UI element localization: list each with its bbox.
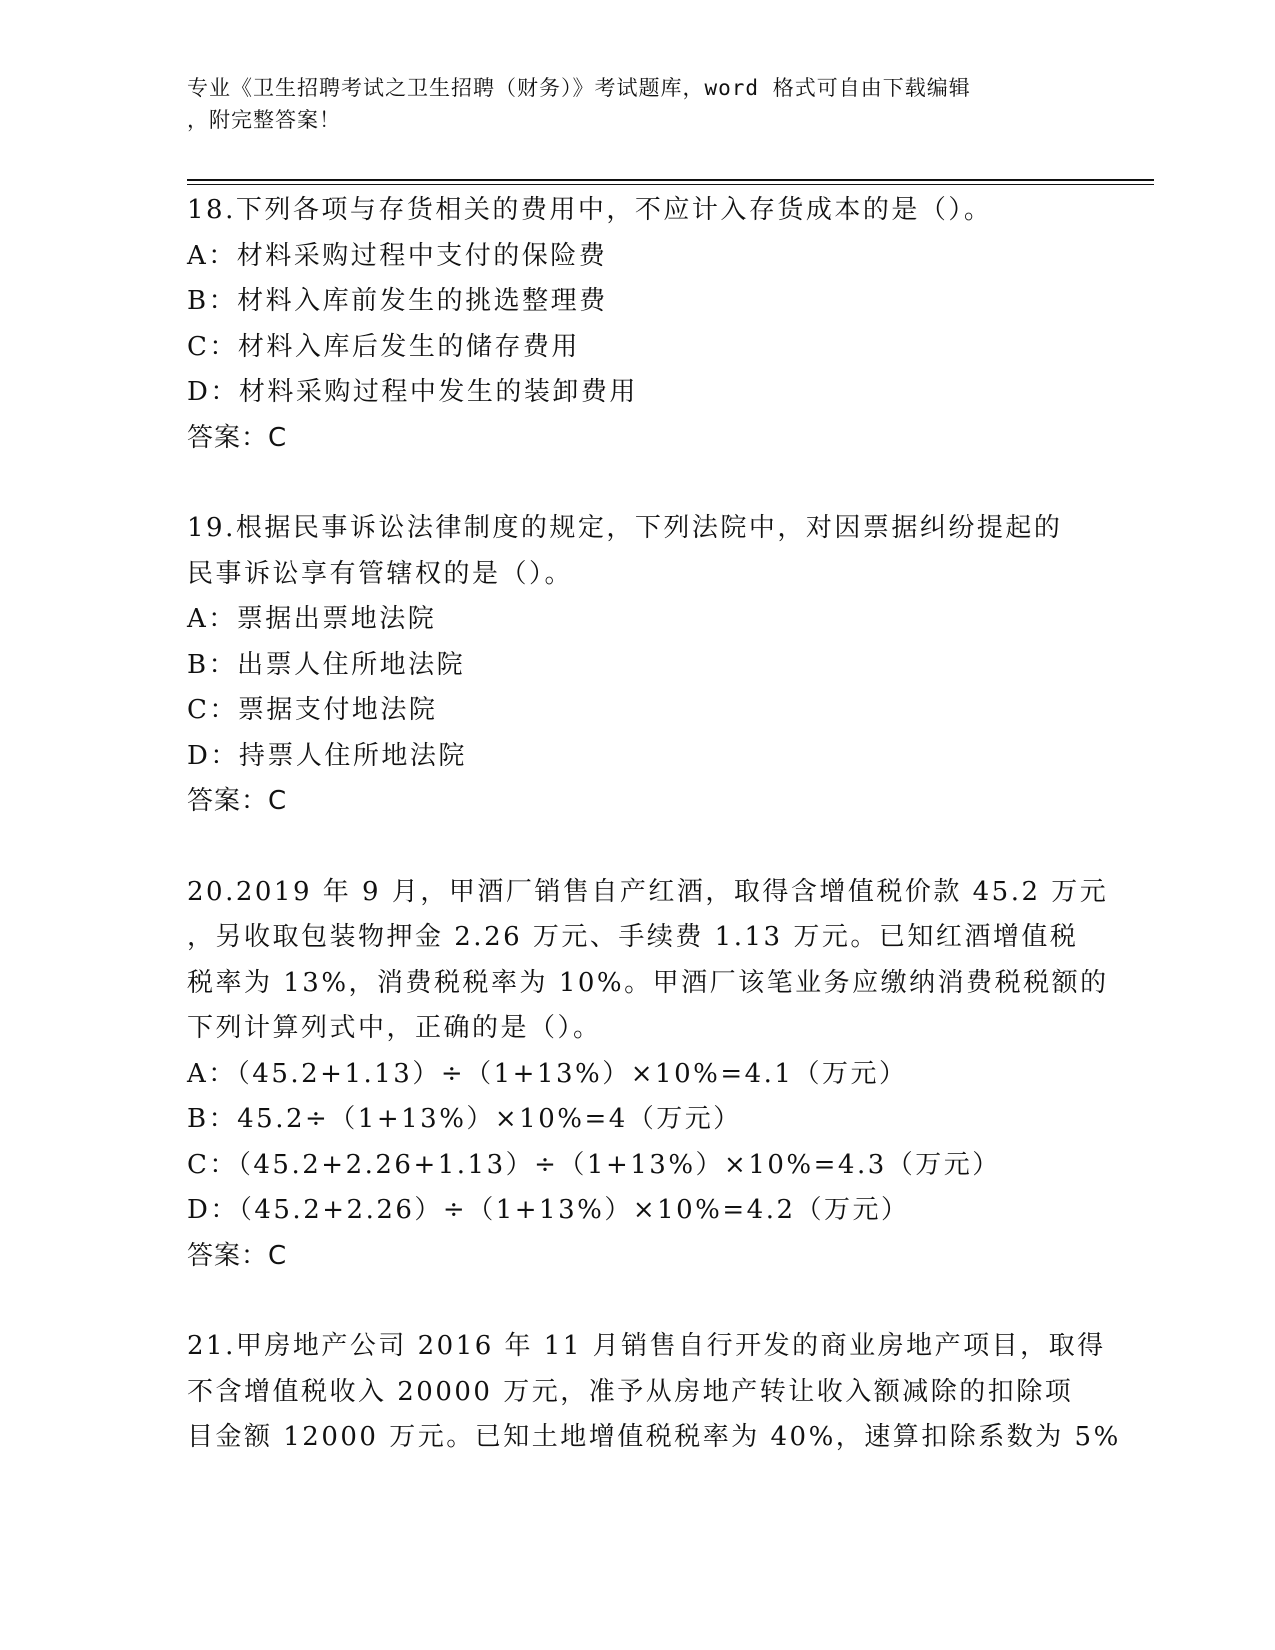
option-c: C：材料入库后发生的储存费用 [187, 331, 580, 362]
question-text: 下列计算列式中，正确的是（）。 [187, 1013, 602, 1043]
document-header [187, 72, 1067, 136]
header-rule-thick [187, 179, 1154, 181]
option-a: A：票据出票地法院 [187, 604, 437, 634]
header-rule-thin [187, 184, 1154, 185]
option-d: D：持票人住所地法院 [187, 740, 467, 771]
answer: 答案：C [187, 786, 288, 816]
question-18 [187, 188, 1087, 461]
question-list [187, 188, 1121, 1461]
option-c: C：（45.2+2.26+1.13）÷（1+13%）×10%=4.3（万元） [187, 1149, 1001, 1180]
question-text: 20.2019 年 9 月，甲酒厂销售自产红酒，取得含增值税价款 45.2 万元 [187, 876, 1109, 907]
option-b: B：45.2÷（1+13%）×10%=4（万元） [187, 1104, 742, 1134]
question-text: 税率为 13%，消费税税率为 10%。甲酒厂该笔业务应缴纳消费税税额的 [187, 967, 1109, 998]
question-text: 19.根据民事诉讼法律制度的规定，下列法院中，对因票据纠纷提起的 [187, 513, 1063, 543]
question-text: ，另收取包装物押金 2.26 万元、手续费 1.13 万元。已知红酒增值税 [187, 922, 1079, 952]
header-line-1: 专业《卫生招聘考试之卫生招聘（财务）》考试题库，word 格式可自由下载编辑 [187, 76, 971, 100]
header-line-2: ，附完整答案！ [187, 108, 341, 132]
question-text: 18.下列各项与存货相关的费用中，不应计入存货成本的是（）。 [187, 195, 993, 225]
question-20 [187, 870, 1109, 1280]
option-d: D：（45.2+2.26）÷（1+13%）×10%=4.2（万元） [187, 1195, 910, 1225]
spacer [187, 825, 1087, 870]
option-b: B：出票人住所地法院 [187, 649, 466, 680]
question-21 [187, 1324, 1121, 1461]
question-text: 民事诉讼享有管辖权的是（）。 [187, 558, 574, 589]
option-c: C：票据支付地法院 [187, 695, 438, 725]
option-d: D：材料采购过程中发生的装卸费用 [187, 377, 638, 407]
option-a: A：（45.2+1.13）÷（1+13%）×10%=4.1（万元） [187, 1058, 908, 1089]
option-b: B：材料入库前发生的挑选整理费 [187, 286, 608, 316]
spacer [187, 1279, 1087, 1324]
option-a: A：材料采购过程中支付的保险费 [187, 240, 608, 271]
answer: 答案：C [187, 1240, 288, 1271]
spacer [187, 461, 1087, 506]
question-text: 21.甲房地产公司 2016 年 11 月销售自行开发的商业房地产项目，取得 [187, 1331, 1106, 1361]
question-text: 目金额 12000 万元。已知土地增值税税率为 40%，速算扣除系数为 5% [187, 1422, 1121, 1452]
question-text: 不含增值税收入 20000 万元，准予从房地产转让收入额减除的扣除项 [187, 1376, 1074, 1407]
question-19 [187, 506, 1087, 825]
answer: 答案：C [187, 422, 288, 453]
